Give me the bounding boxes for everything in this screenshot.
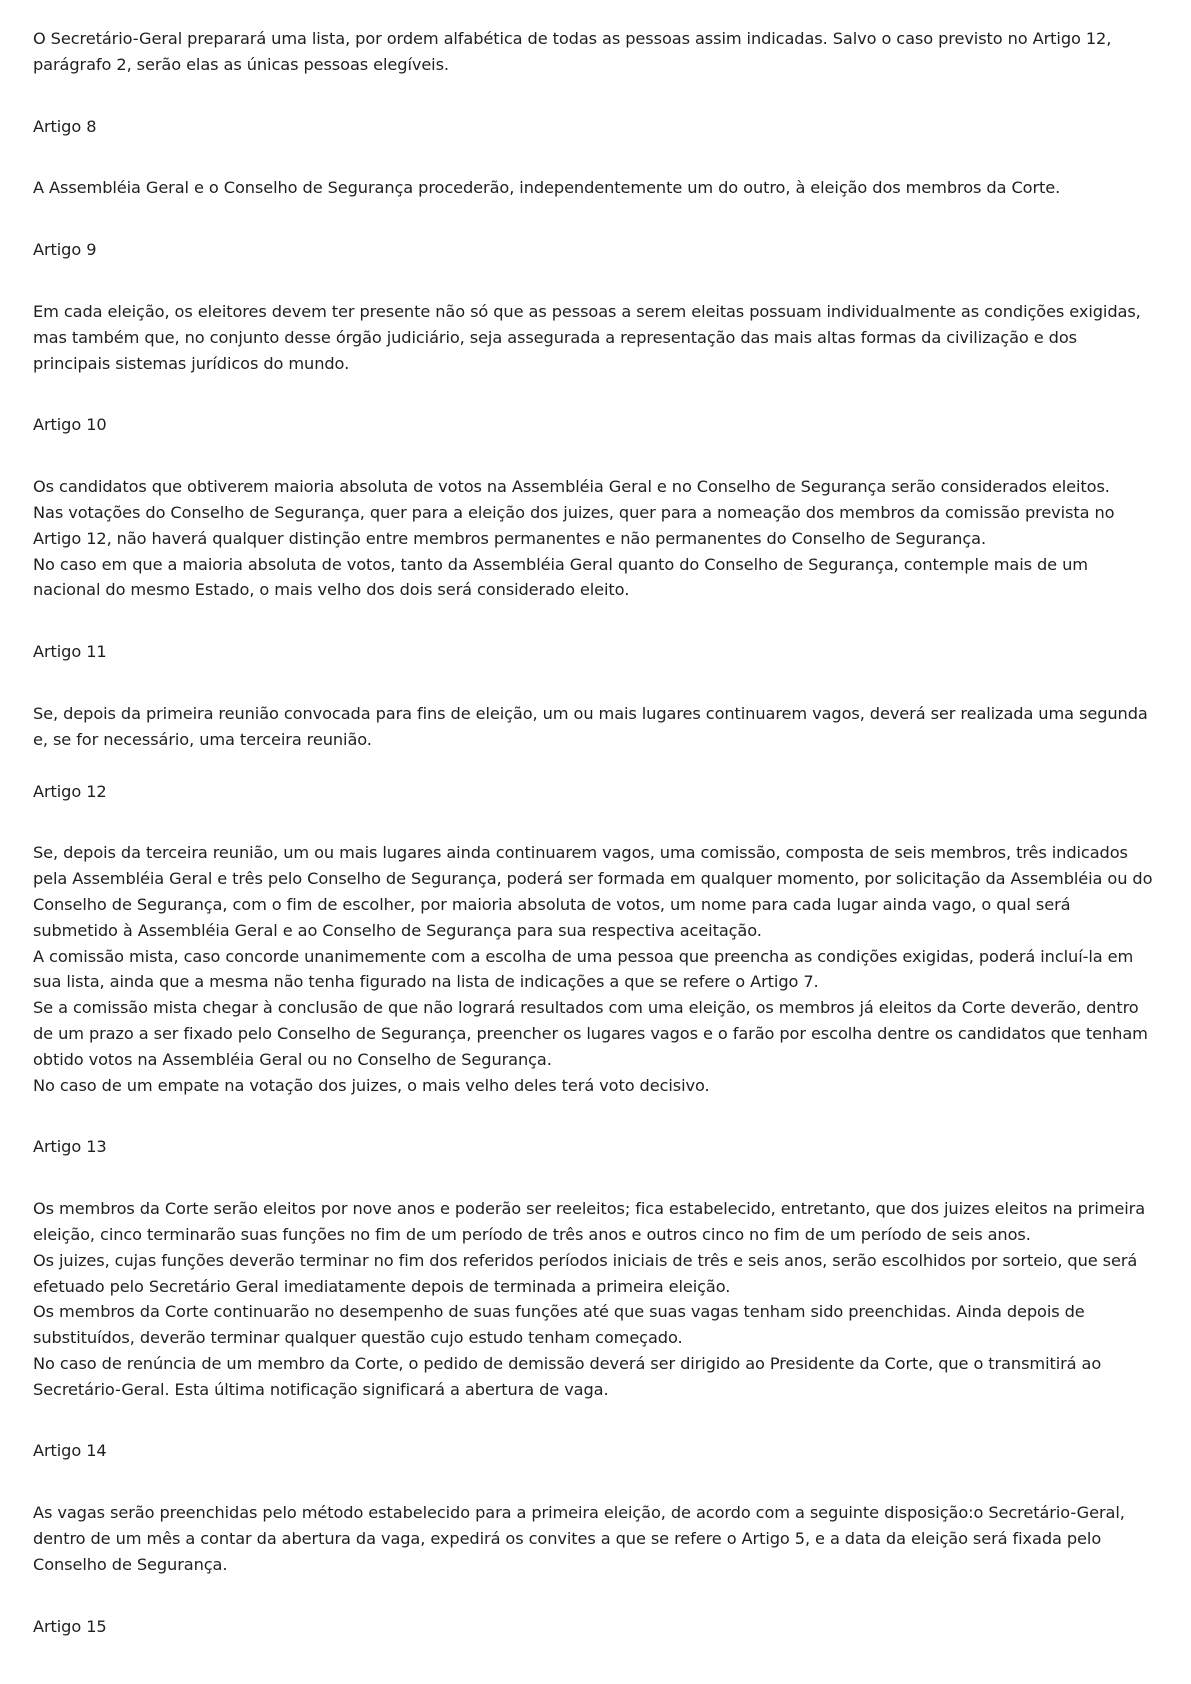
- article-12-heading: Artigo 12: [33, 781, 107, 801]
- article-8-paragraph-1: A Assembléia Geral e o Conselho de Segurança procederão, independentemente um do outro, à eleição dos membros da Corte.: [33, 178, 1061, 198]
- article-14-heading: Artigo 14: [33, 1441, 107, 1461]
- document-page: [33, 26, 1158, 1675]
- article-10-heading: Artigo 10: [33, 415, 107, 435]
- article-12-paragraph-4: No caso de um empate na votação dos juizes, o mais velho deles terá voto decisivo.: [33, 1075, 710, 1095]
- article-15-heading: Artigo 15: [33, 1616, 107, 1636]
- article-10-paragraph-2: Nas votações do Conselho de Segurança, quer para a eleição dos juizes, quer para a nomeação dos membros da comissão prevista no Artigo 12, não haverá qualquer distinção entre membros permanentes e não permanentes do Conselho de Segurança.: [33, 502, 1115, 548]
- article-10-paragraph-3: No caso em que a maioria absoluta de votos, tanto da Assembléia Geral quanto do Conselho de Segurança, contemple mais de um nacional do mesmo Estado, o mais velho dos dois será considerado eleito.: [33, 554, 1088, 600]
- article-11-body: [33, 701, 1158, 753]
- article-13-heading: Artigo 13: [33, 1137, 107, 1157]
- article-12-body: [33, 840, 1158, 1098]
- article-11-paragraph-1: Se, depois da primeira reunião convocada para fins de eleição, um ou mais lugares continuarem vagos, deverá ser realizada uma segunda e, se for necessário, uma terceira reunião.: [33, 703, 1148, 749]
- article-13-paragraph-4: No caso de renúncia de um membro da Corte, o pedido de demissão deverá ser dirigido ao Presidente da Corte, que o transmitirá ao Secretário-Geral. Esta última notificação significará a abertura de vaga.: [33, 1353, 1102, 1399]
- article-9-paragraph-1: Em cada eleição, os eleitores devem ter presente não só que as pessoas a serem eleitas possuam individualmente as condições exigidas, mas também que, no conjunto desse órgão judiciário, seja assegurada a representação das mais altas formas da civilização e dos principais sistemas jurídicos do mundo.: [33, 301, 1141, 373]
- article-14-paragraph-1: As vagas serão preenchidas pelo método estabelecido para a primeira eleição, de acordo com a seguinte disposição:o Secretário-Geral, dentro de um mês a contar da abertura da vaga, expedirá os convites a que se refere o Artigo 5, e a data da eleição será fixada pelo Conselho de Segurança.: [33, 1503, 1125, 1574]
- article-12-paragraph-2: A comissão mista, caso concorde unanimemente com a escolha de uma pessoa que preencha as condições exigidas, poderá incluí-la em sua lista, ainda que a mesma não tenha figurado na lista de indicações a que se refere o Artigo 7.: [33, 946, 1134, 992]
- article-13-paragraph-1: Os membros da Corte serão eleitos por nove anos e poderão ser reeleitos; fica estabelecido, entretanto, que dos juizes eleitos na primeira eleição, cinco terminarão suas funções no fim de um período de três anos e outros cinco no fim de um período de seis anos.: [33, 1199, 1146, 1244]
- article-8-heading: Artigo 8: [33, 116, 97, 136]
- article-9-heading: Artigo 9: [33, 240, 97, 260]
- article-10-body: [33, 474, 1158, 603]
- article-12-paragraph-1: Se, depois da terceira reunião, um ou mais lugares ainda continuarem vagos, uma comissão, composta de seis membros, três indicados pela Assembléia Geral e três pelo Conselho de Segurança, poderá ser formada em qualquer momento, por solicitação da Assembléia ou do Conselho de Segurança, com o fim de escolher, por maioria absoluta de votos, um nome para cada lugar ainda vago, o qual será submetido à Assembléia Geral e ao Conselho de Segurança para sua respectiva aceitação.: [33, 843, 1153, 940]
- intro-paragraph: O Secretário-Geral preparará uma lista, por ordem alfabética de todas as pessoas assim indicadas. Salvo o caso previsto no Artigo 12, parágrafo 2, serão elas as únicas pessoas elegíveis.: [33, 29, 1112, 74]
- article-12-paragraph-3: Se a comissão mista chegar à conclusão de que não logrará resultados com uma eleição, os membros já eleitos da Corte deverão, dentro de um prazo a ser fixado pelo Conselho de Segurança, preencher os lugares vagos e o farão por escolha dentre os candidatos que tenham obtido votos na Assembléia Geral ou no Conselho de Segurança.: [33, 998, 1148, 1069]
- article-13-body: [33, 1196, 1158, 1402]
- article-11-heading: Artigo 11: [33, 642, 107, 662]
- article-13-paragraph-3: Os membros da Corte continuarão no desempenho de suas funções até que suas vagas tenham sido preenchidas. Ainda depois de substituídos, deverão terminar qualquer questão cujo estudo tenham começado.: [33, 1302, 1085, 1348]
- article-14-body: [33, 1500, 1158, 1577]
- article-8-body: [33, 175, 1158, 201]
- article-13-paragraph-2: Os juizes, cujas funções deverão terminar no fim dos referidos períodos iniciais de três e seis anos, serão escolhidos por sorteio, que será efetuado pelo Secretário Geral imediatamente depois de terminada a primeira eleição.: [33, 1250, 1138, 1296]
- article-9-body: [33, 299, 1158, 376]
- article-10-paragraph-1: Os candidatos que obtiverem maioria absoluta de votos na Assembléia Geral e no Conselho de Segurança serão considerados eleitos.: [33, 477, 1110, 497]
